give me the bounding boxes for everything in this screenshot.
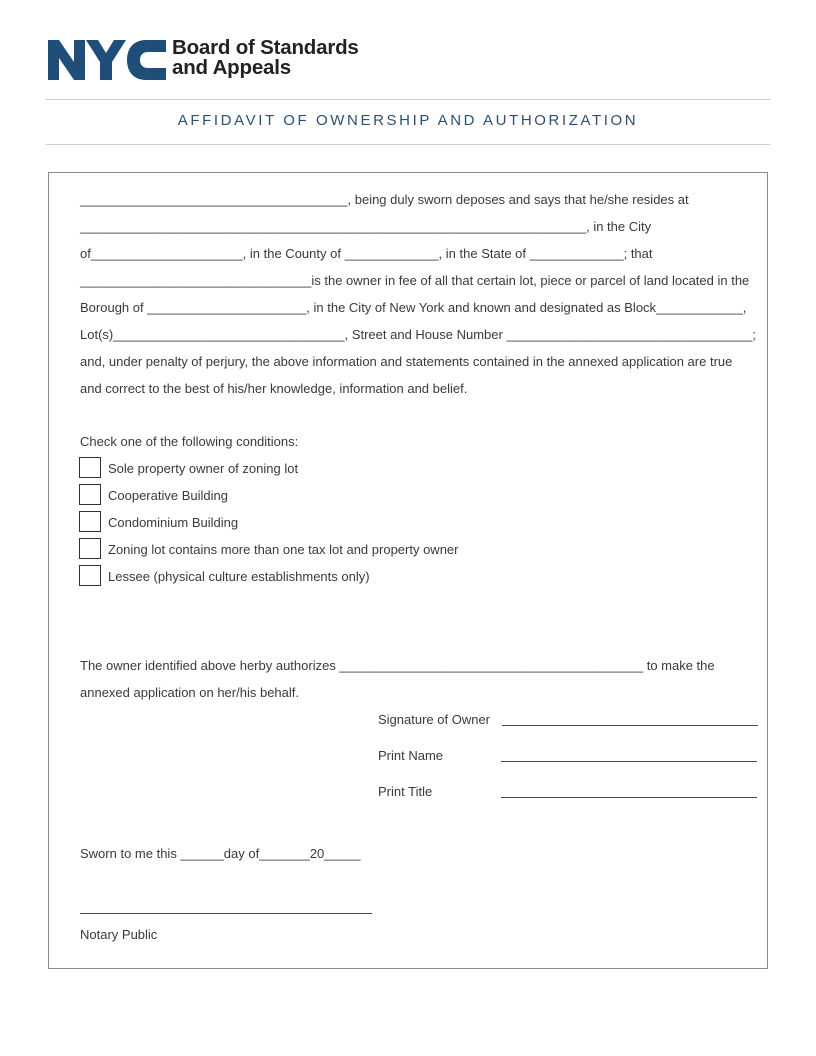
checkbox-condominium[interactable] [79,511,101,532]
print-title-label: Print Title [378,784,433,799]
body-line-7: and, under penalty of perjury, the above information and statements contained in the annexed application are true [80,354,733,369]
body-line-2[interactable]: ______________________________________________________________________, in the City [80,219,652,234]
notary-signature-field[interactable] [80,913,372,914]
condition-label-cooperative: Cooperative Building [108,488,228,503]
condition-label-lessee: Lessee (physical culture establishments only) [108,569,370,584]
nyc-logo-text: NYC [48,40,51,41]
nyc-bsa-logo [48,38,408,82]
checkbox-sole-owner[interactable] [79,457,101,478]
nyc-logo-icon [48,40,166,80]
print-name-field[interactable] [501,761,757,762]
condition-label-sole-owner: Sole property owner of zoning lot [108,461,299,476]
body-line-5[interactable]: Borough of ______________________, in the City of New York and known and designated as Block____________, [80,300,747,315]
body-line-1[interactable]: _____________________________________, being duly sworn deposes and says that he/she resides at [80,192,689,207]
body-line-8: and correct to the best of his/her knowledge, information and belief. [80,381,468,396]
notary-public-label: Notary Public [80,927,158,942]
sworn-date-line[interactable]: Sworn to me this ______day of_______20_____ [80,846,361,861]
logo-line-1: Board of Standards [172,36,359,59]
checkbox-cooperative[interactable] [79,484,101,505]
condition-label-condominium: Condominium Building [108,515,239,530]
authorization-line-1[interactable]: The owner identified above herby authorizes __________________________________________ to make the [80,658,715,673]
header-divider-bottom [46,144,770,145]
logo-line-2: and Appeals [172,56,291,79]
body-line-6[interactable]: Lot(s)________________________________, Street and House Number __________________________________; [80,327,756,342]
logo-wordmark [172,38,359,78]
page-title: AFFIDAVIT OF OWNERSHIP AND AUTHORIZATION [177,112,639,129]
authorization-line-2: annexed application on her/his behalf. [80,685,299,700]
header-divider-top [46,99,770,100]
checkbox-lessee[interactable] [79,565,101,586]
condition-label-multiple-tax-lots: Zoning lot contains more than one tax lot and property owner [108,542,459,557]
print-name-label: Print Name [378,748,444,763]
body-line-3[interactable]: of_____________________, in the County of _____________, in the State of _____________; that [80,246,653,261]
print-title-field[interactable] [501,797,757,798]
body-line-4[interactable]: ________________________________is the owner in fee of all that certain lot, piece or parcel of land located in the [80,273,750,288]
signature-label: Signature of Owner [378,712,491,727]
checkbox-multiple-tax-lots[interactable] [79,538,101,559]
signature-field[interactable] [502,725,758,726]
conditions-prompt: Check one of the following conditions: [80,434,299,449]
